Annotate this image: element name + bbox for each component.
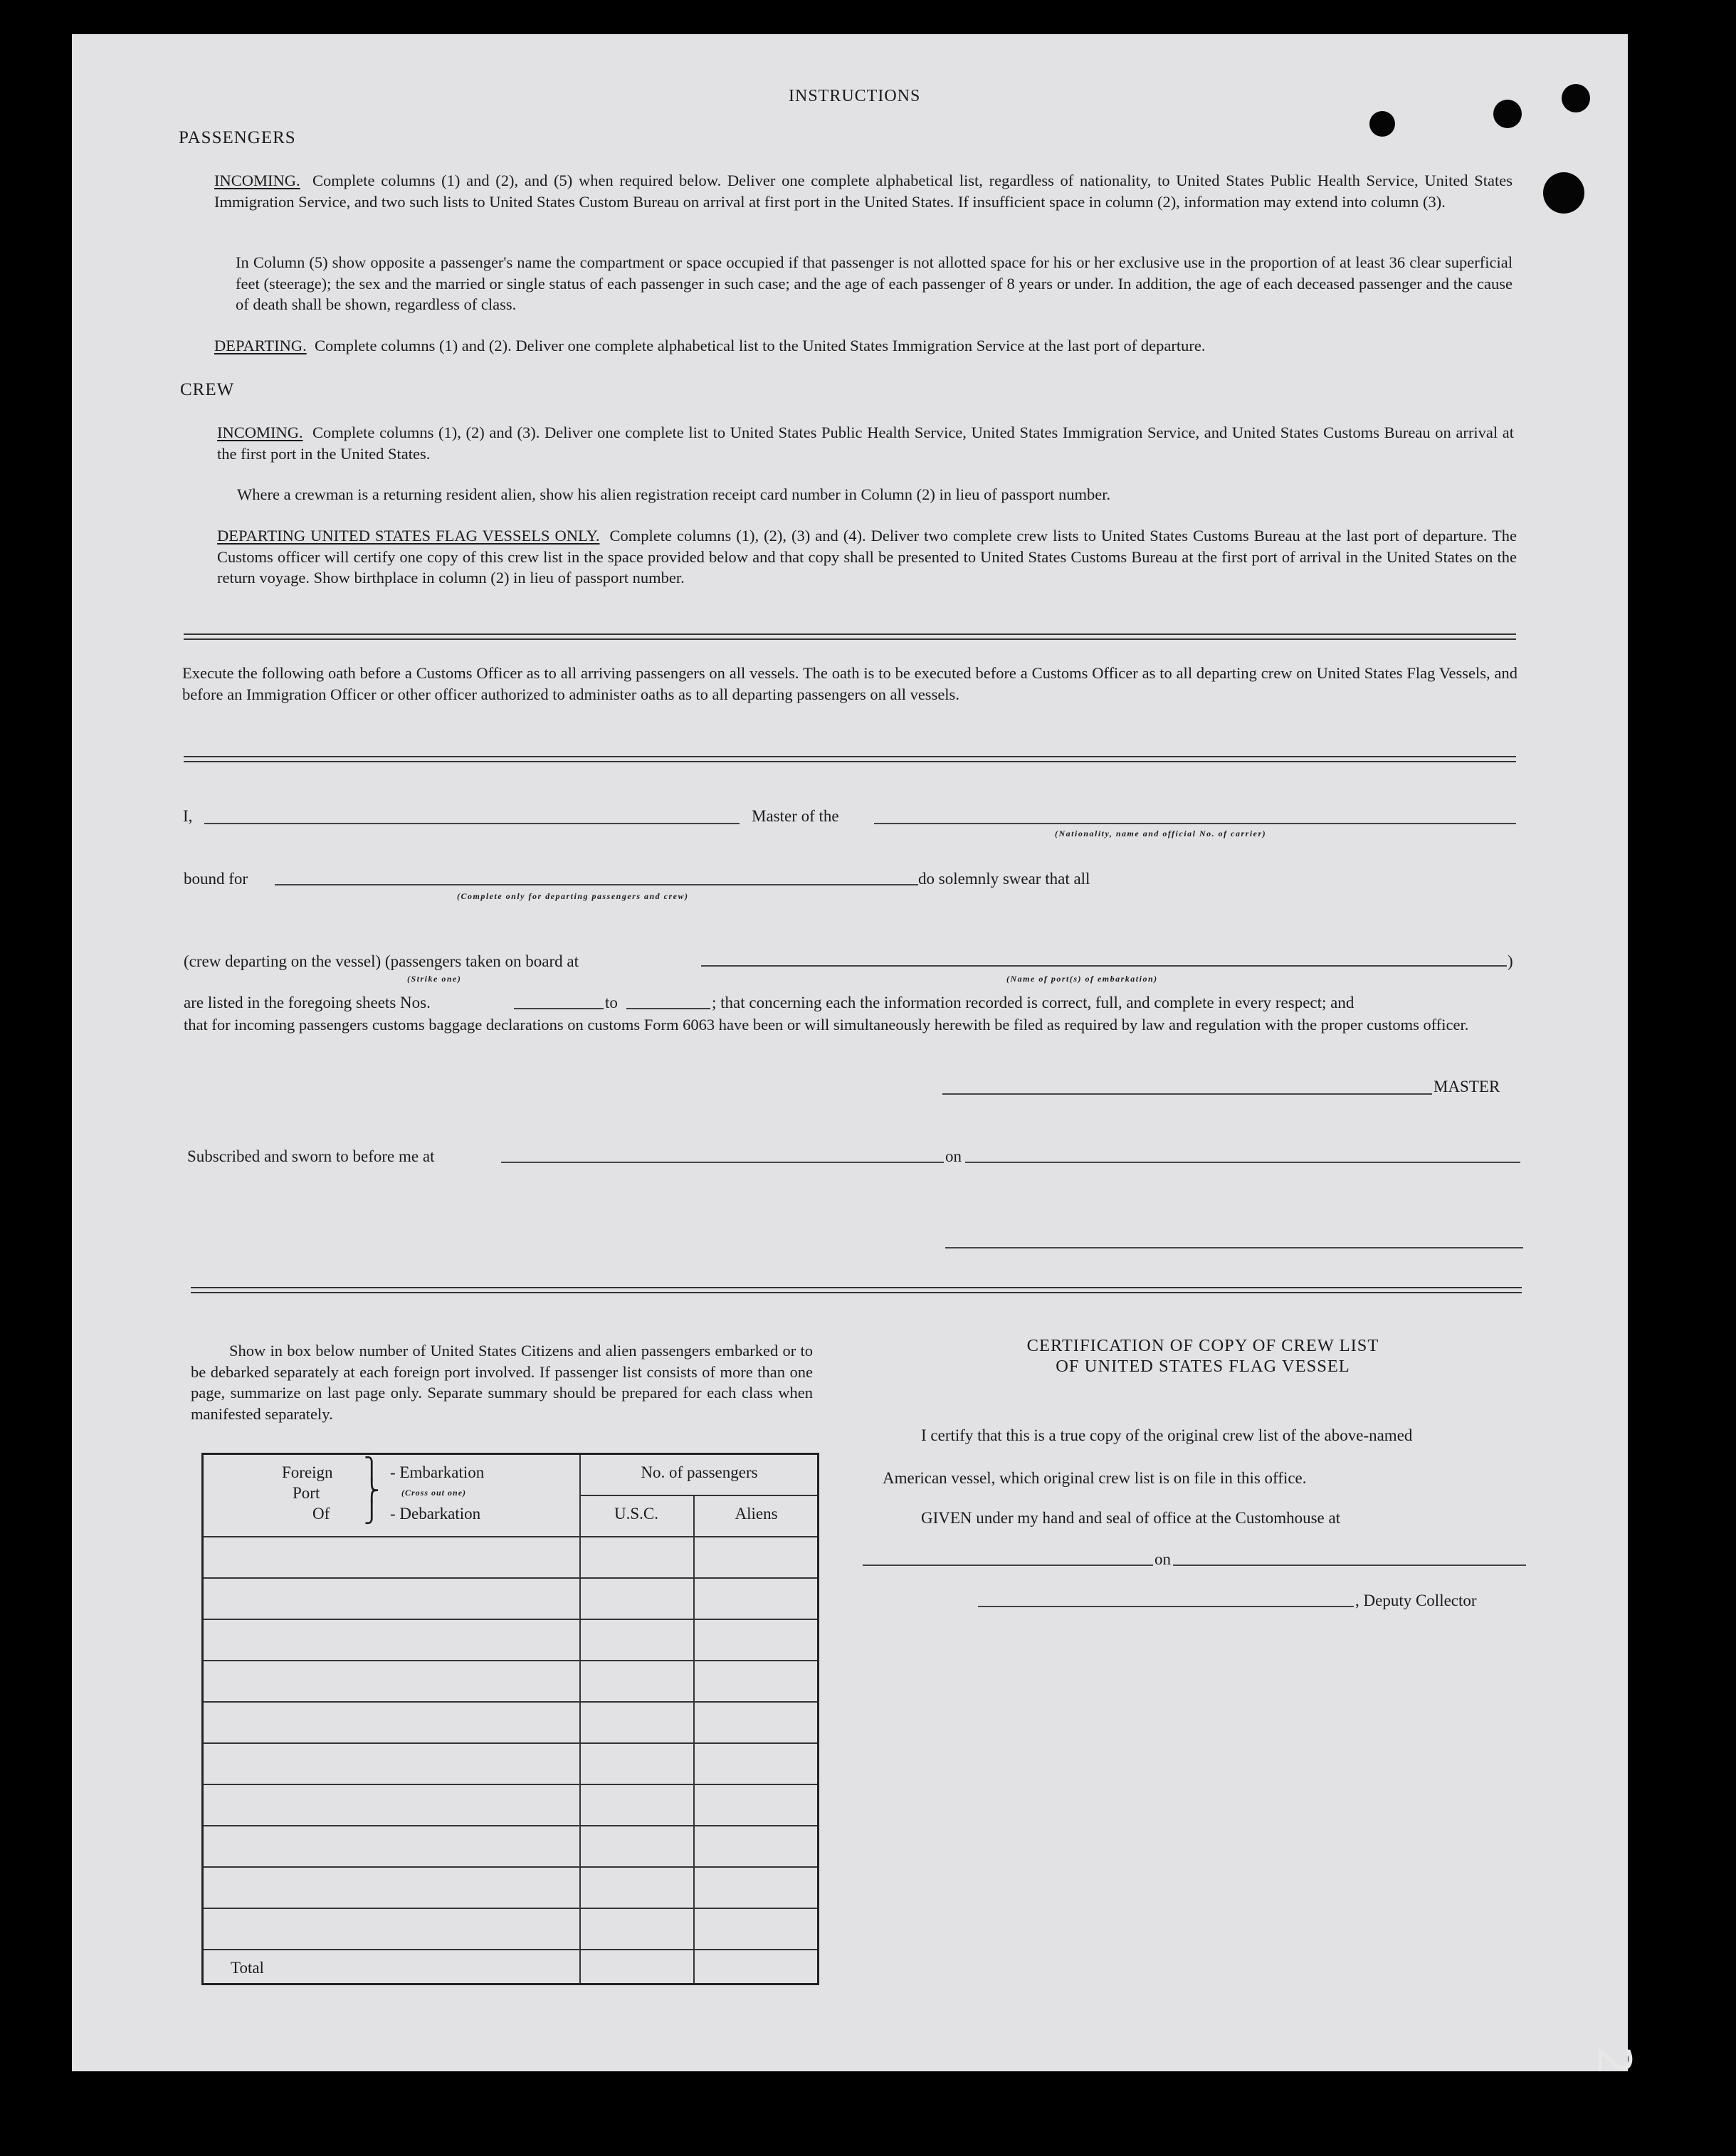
header-debarkation: - Debarkation <box>390 1505 481 1523</box>
row-line-10 <box>204 1949 817 1950</box>
crew-resident-paragraph: Where a crewman is a returning resident alien, show his alien registration receipt card number in Column (2) in lieu of passport number. <box>237 485 1111 503</box>
oath-close-paren: ) <box>1508 952 1513 970</box>
sheet-to-field[interactable] <box>626 1008 710 1009</box>
divider-1 <box>184 633 1516 640</box>
oath-subscribed-label: Subscribed and sworn to before me at <box>187 1147 435 1165</box>
oath-listed-suffix: ; that concerning each the information recorded is correct, full, and complete in every respect; and <box>712 994 1354 1011</box>
instructions-title: INSTRUCTIONS <box>789 87 921 105</box>
certification-line-1: I certify that this is a true copy of the original crew list of the above-named <box>921 1426 1413 1444</box>
punch-hole-4 <box>1543 172 1584 214</box>
certification-title-line-1: CERTIFICATION OF COPY OF CREW LIST <box>1026 1336 1379 1355</box>
oath-to-label: to <box>605 994 618 1011</box>
subscribed-date-field[interactable] <box>965 1162 1520 1163</box>
col-divider-2 <box>693 1495 695 1983</box>
row-line-6 <box>204 1784 817 1785</box>
crew-departing-text: Complete columns (1), (2), (3) and (4). Deliver two complete crew lists to United States Customs Bureau at the last port of departure. The Customs officer will certify one copy of this crew list in the space provided below and that copy shall be presented to United States Customs Bureau at the first port of arrival in the United States on the return voyage. Show birthplace in column (2) in lieu of passport number. <box>217 527 1517 587</box>
oath-listed-prefix: are listed in the foregoing sheets Nos. <box>184 994 431 1011</box>
crew-incoming-paragraph <box>217 422 1514 464</box>
certification-deputy-label: , Deputy Collector <box>1355 1592 1477 1609</box>
sheet-from-field[interactable] <box>514 1008 604 1009</box>
brace-icon: ⎫ ⎬ ⎭ <box>364 1458 380 1524</box>
master-name-field[interactable] <box>204 823 740 824</box>
divider-2 <box>184 756 1516 762</box>
oath-intro-paragraph: Execute the following oath before a Customs Officer as to all arriving passengers on all vessels. The oath is to be executed before a Customs Officer as to all departing crew on United States Flag Vessels, and before an Immigration Officer or other officer authorized to administer oaths as to all departing passengers on all vessels. <box>182 664 1517 703</box>
passengers-departing-text: Complete columns (1) and (2). Deliver one complete alphabetical list to the United States Immigration Service at the last port of departure. <box>314 337 1206 354</box>
row-line-8 <box>204 1866 817 1868</box>
row-line-7 <box>204 1825 817 1826</box>
oath-crew-departing-label: (crew departing on the vessel) (passengers taken on board at <box>184 952 579 970</box>
port-of-embarkation-field[interactable] <box>701 965 1507 967</box>
port-caption: (Name of port(s) of embarkation) <box>1006 974 1158 984</box>
oath-swear-label: do solemnly swear that all <box>918 870 1090 888</box>
certification-title-line-2: OF UNITED STATES FLAG VESSEL <box>1056 1357 1350 1376</box>
header-port: Port <box>293 1484 320 1502</box>
header-subdivider <box>579 1495 817 1496</box>
crew-departing-paragraph <box>217 525 1517 589</box>
row-line-3 <box>204 1660 817 1661</box>
page-number: 2 <box>1587 2046 1640 2076</box>
oath-bound-for-label: bound for <box>184 870 248 888</box>
passengers-heading: PASSENGERS <box>179 128 296 147</box>
header-usc: U.S.C. <box>614 1505 658 1523</box>
row-line-1 <box>204 1577 817 1579</box>
passenger-summary-table <box>201 1453 819 1985</box>
passengers-departing-label: DEPARTING. <box>214 337 307 354</box>
crew-departing-label: DEPARTING UNITED STATES FLAG VESSELS ONLY. <box>217 527 600 545</box>
bound-for-field[interactable] <box>275 884 918 885</box>
departing-caption: (Complete only for departing passengers and crew) <box>457 891 689 901</box>
strike-caption: (Strike one) <box>407 974 462 984</box>
oath-master-of-the-label: Master of the <box>752 807 839 825</box>
total-label: Total <box>231 1959 264 1977</box>
passengers-incoming-label: INCOMING. <box>214 172 300 189</box>
certification-line-2: American vessel, which original crew list is on file in this office. <box>883 1469 1307 1487</box>
punch-hole-3 <box>1562 84 1590 112</box>
passengers-column5-paragraph: In Column (5) show opposite a passenger's name the compartment or space occupied if that passenger is not allotted space for his or her exclusive use in the proportion of at least 36 clear superficial feet (steerage); the sex and the married or single status of each passenger in such case; and the age of each passenger of 8 years or under. In addition, the age of each deceased passenger and the cause of death shall be shown, regardless of class. <box>236 253 1513 313</box>
row-line-2 <box>204 1619 817 1620</box>
master-signature-field[interactable] <box>942 1093 1432 1095</box>
header-foreign: Foreign <box>282 1463 333 1481</box>
summary-paragraph: Show in box below number of United States Citizens and alien passengers embarked or to be debarked separately at each foreign port involved. If passenger list consists of more than one page, summarize on last page only. Separate summary should be prepared for each class when manifested separately. <box>191 1342 813 1423</box>
punch-hole-2 <box>1493 100 1522 128</box>
crew-incoming-text: Complete columns (1), (2) and (3). Deliver one complete list to United States Public Health Service, United States Immigration Service, and United States Customs Bureau on arrival at the first port in the United States. <box>217 424 1514 463</box>
certification-date-field[interactable] <box>1173 1565 1526 1566</box>
row-line-9 <box>204 1908 817 1909</box>
row-line-4 <box>204 1701 817 1703</box>
certification-on-label: on <box>1154 1550 1171 1568</box>
header-no-passengers: No. of passengers <box>641 1463 758 1481</box>
divider-3 <box>191 1287 1522 1293</box>
certification-title <box>883 1335 1523 1377</box>
oath-master-label: MASTER <box>1433 1078 1500 1095</box>
customhouse-field[interactable] <box>863 1565 1153 1566</box>
carrier-caption: (Nationality, name and official No. of carrier) <box>1055 829 1267 838</box>
passengers-departing-paragraph <box>214 335 1514 357</box>
passengers-incoming-paragraph <box>214 170 1513 212</box>
crew-heading: CREW <box>180 380 235 399</box>
carrier-field[interactable] <box>874 823 1516 824</box>
header-of: Of <box>312 1505 330 1523</box>
header-bottom-line <box>204 1536 817 1537</box>
officer-signature-field[interactable] <box>945 1247 1523 1248</box>
punch-hole-1 <box>1369 111 1395 137</box>
passengers-incoming-text: Complete columns (1) and (2), and (5) when required below. Deliver one complete alphabetical list, regardless of nationality, to United States Public Health Service, United States Immigration Service, and two such lists to United States Custom Bureau on arrival at first port in the United States. If insufficient space in column (2), information may extend into column (3). <box>214 172 1513 211</box>
oath-listed-continuation: that for incoming passengers customs baggage declarations on customs Form 6063 have been or will simultaneously herewith be filed as required by law and regulation with the proper customs officer. <box>184 1016 1469 1034</box>
subscribed-place-field[interactable] <box>501 1162 944 1163</box>
header-aliens: Aliens <box>735 1505 778 1523</box>
row-line-5 <box>204 1742 817 1744</box>
crew-incoming-label: INCOMING. <box>217 424 303 441</box>
certification-line-3: GIVEN under my hand and seal of office at the Customhouse at <box>921 1509 1341 1527</box>
deputy-collector-signature-field[interactable] <box>978 1606 1354 1607</box>
col-divider-1 <box>579 1455 581 1983</box>
header-embarkation: - Embarkation <box>390 1463 485 1481</box>
header-cross-out: (Cross out one) <box>401 1488 467 1498</box>
oath-on-label: on <box>945 1147 962 1165</box>
oath-i-label: I, <box>183 807 193 825</box>
